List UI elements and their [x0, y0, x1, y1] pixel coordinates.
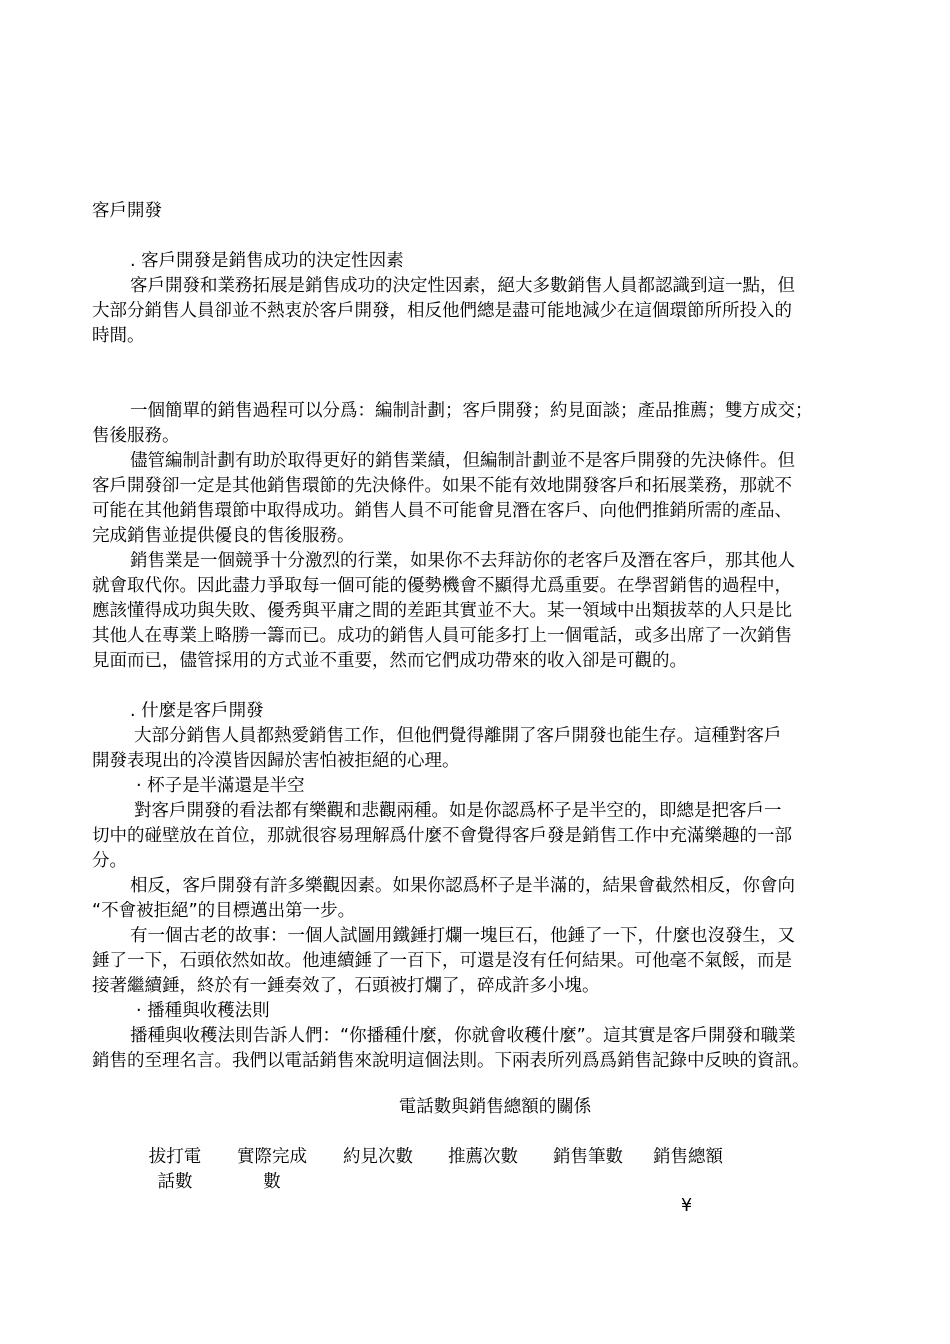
paragraph-line: 時間。	[92, 326, 145, 346]
paragraph-line: 可能在其他銷售環節中取得成功。銷售人員不可能會見潛在客戶、向他們推銷所需的產品、	[92, 501, 792, 521]
table-header-text: 約見次數	[343, 1147, 413, 1167]
paragraph-line: 開發表現出的冷漠皆因歸於害怕被拒絕的心理。	[92, 751, 460, 771]
table-header-text: 實際完成 數	[237, 1147, 307, 1192]
paragraph-line: 應該懂得成功與失敗、優秀與平庸之間的差距其實並不大。某一領域中出類拔萃的人只是比	[92, 601, 792, 621]
paragraph-line: 切中的碰壁放在首位，那就很容易理解爲什麼不會覺得客戶發是銷售工作中充滿樂趣的一部	[92, 826, 792, 846]
table-header-text: 銷售筆數	[553, 1147, 623, 1167]
paragraph-line: “不會被拒絕”的目標邁出第一步。	[92, 901, 356, 921]
table-header-cell	[336, 1145, 420, 1170]
paragraph-line: 大部分銷售人員都熱愛銷售工作，但他們覺得離開了客戶開發也能生存。這種對客戶	[134, 726, 782, 746]
paragraph-line: 錘了一下，石頭依然如故。他連續錘了一百下，可還是沒有任何結果。可他毫不氣餒，而是	[92, 951, 792, 971]
paragraph-line: 就會取代你。因此盡力爭取每一個可能的優勢機會不顯得尤爲重要。在學習銷售的過程中，	[92, 576, 792, 596]
document-title: 客戶開發	[92, 201, 162, 221]
table-header-cell	[140, 1145, 210, 1195]
table-header-cell	[545, 1145, 631, 1170]
paragraph-line: 售後服務。	[92, 426, 180, 446]
table-header-cell	[228, 1145, 316, 1195]
paragraph-line: 客戶開發和業務拓展是銷售成功的決定性因素，絕大多數銷售人員都認識到這一點，但	[130, 276, 795, 296]
paragraph-line: 銷售業是一個競爭十分激烈的行業，如果你不去拜訪你的老客戶及潛在客戶，那其他人	[130, 551, 795, 571]
paragraph-line: 銷售的至理名言。我們以電話銷售來說明這個法則。下兩表所列爲爲銷售記錄中反映的資訊。	[92, 1051, 810, 1071]
paragraph-line: 播種與收穫法則告訴人們：“你播種什麼，你就會收穫什麼”。這其實是客戶開發和職業	[130, 1026, 796, 1046]
table-header-cell	[440, 1145, 526, 1170]
table-header-text: 推薦次數	[448, 1147, 518, 1167]
subsection-heading: · 杯子是半滿還是半空	[136, 776, 305, 796]
paragraph-line: 客戶開發卻一定是其他銷售環節的先決條件。如果不能有效地開發客戶和拓展業務，那就不	[92, 476, 792, 496]
paragraph-line: 對客戶開發的看法都有樂觀和悲觀兩種。如是你認爲杯子是半空的，即總是把客戶一	[134, 801, 782, 821]
paragraph-line: 相反，客戶開發有許多樂觀因素。如果你認爲杯子是半滿的，結果會截然相反，你會向	[130, 876, 795, 896]
paragraph-line: 儘管編制計劃有助於取得更好的銷售業績，但編制計劃並不是客戶開發的先決條件。但	[130, 451, 795, 471]
section-heading: . 客戶開發是銷售成功的決定性因素	[130, 251, 404, 271]
paragraph-line: 完成銷售並提供優良的售後服務。	[92, 526, 355, 546]
table-caption: 電話數與銷售總額的關係	[398, 1097, 592, 1117]
paragraph-line: 一個簡單的銷售過程可以分爲：編制計劃；客戶開發；約見面談；產品推薦；雙方成交；	[130, 401, 813, 421]
paragraph-line: 大部分銷售人員卻並不熱衷於客戶開發，相反他們總是盡可能地減少在這個環節所所投入的	[92, 301, 792, 321]
paragraph-line: 其他人在專業上略勝一籌而已。成功的銷售人員可能多打上一個電話，或多出席了一次銷售	[92, 626, 792, 646]
currency-symbol: ¥	[681, 1196, 693, 1216]
subsection-heading: · 播種與收穫法則	[136, 1001, 270, 1021]
section-heading: . 什麼是客戶開發	[130, 701, 264, 721]
table-header-cell	[645, 1145, 731, 1170]
table-header-text: 拔打電 話數	[148, 1147, 202, 1192]
paragraph-line: 接著繼續錘，終於有一錘奏效了，石頭被打爛了，碎成許多小塊。	[92, 976, 600, 996]
paragraph-line: 分。	[92, 851, 127, 871]
paragraph-line: 有一個古老的故事：一個人試圖用鐵錘打爛一塊巨石，他錘了一下，什麼也沒發生，又	[130, 926, 795, 946]
paragraph-line: 見面而已，儘管採用的方式並不重要，然而它們成功帶來的收入卻是可觀的。	[92, 651, 687, 671]
table-header-text: 銷售總額	[653, 1147, 723, 1167]
